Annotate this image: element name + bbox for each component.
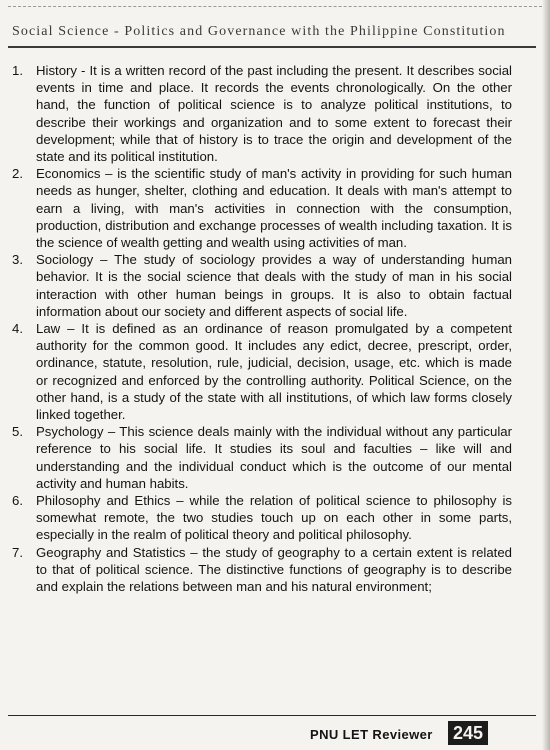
item-number: 7. bbox=[12, 544, 23, 560]
item-text: – This science deals mainly with the individual without any particular reference to his social life. It studies its soul and faculties – like will and understanding and the individual conduct which is the outcome of our mental activity and human habits. bbox=[36, 424, 512, 491]
list-item bbox=[12, 492, 512, 544]
item-term: Law bbox=[36, 321, 61, 337]
header-top-rule bbox=[8, 6, 542, 7]
item-term: History bbox=[36, 63, 78, 78]
item-term: Philosophy and Ethics bbox=[36, 493, 171, 509]
page-footer bbox=[0, 705, 550, 750]
page-edge-shadow bbox=[542, 0, 550, 750]
numbered-list bbox=[12, 62, 512, 595]
list-item bbox=[12, 423, 512, 492]
item-number: 5. bbox=[12, 424, 23, 440]
list-item bbox=[12, 544, 512, 596]
item-number: 1. bbox=[12, 63, 23, 78]
item-text: – The study of sociology provides a way of understanding human behavior. It is the social science that deals with the study of man in his social interaction with other human beings in groups. It is also to obtain factual information about our society and different aspects of social life. bbox=[36, 252, 512, 319]
item-text: – is the scientific study of man's activity in providing for such human needs as hunger, shelter, clothing and education. It deals with man's attempt to earn a living, with man's activities in connection with the consumption, production, distribution and exchange processes of wealth including taxation. It is the science of wealth getting and wealth using activities of man. bbox=[36, 166, 512, 251]
item-text: – the study of geography to a certain extent is related to that of political science. The distinctive functions of geography is to describe and explain the relations between man and his natural environment; bbox=[36, 544, 513, 595]
item-term: Geography and Statistics bbox=[36, 544, 186, 560]
item-number: 2. bbox=[12, 166, 23, 182]
item-term: Psychology bbox=[36, 424, 104, 440]
item-number: 3. bbox=[12, 252, 23, 268]
page-number-badge: 245 bbox=[448, 721, 488, 745]
list-item bbox=[12, 251, 512, 320]
item-number: 6. bbox=[12, 493, 23, 509]
list-item bbox=[12, 320, 512, 423]
list-item bbox=[12, 62, 512, 165]
item-text: – It is defined as an ordinance of reason promulgated by a competent authority for the common good. It includes any edict, decree, prescript, order, ordinance, statute, resolution, rule, judicial, decision, usage, etc. which is made or recognized and enforced by the controlling authority. Political Science, on the other hand, is a study of the state with all institutions, of which law forms closely linked together. bbox=[36, 321, 512, 423]
header-divider bbox=[8, 46, 536, 48]
footer-publication-label: PNU LET Reviewer bbox=[310, 727, 433, 742]
item-term: Economics bbox=[36, 166, 101, 182]
item-text: - It is a written record of the past including the present. It describes social events in time and place. It records the events chronologically. On the other hand, the function of political science is to analyze political institutions, to describe their workings and organization and to some extent to forecast their development; while that of history is to trace the origin and development of the state and its political institution. bbox=[36, 63, 512, 165]
running-header-title: Social Science - Politics and Governance with the Philippine Constitution bbox=[12, 24, 506, 39]
page-header bbox=[0, 0, 550, 60]
item-term: Sociology bbox=[36, 252, 94, 268]
item-text: – while the relation of political science to philosophy is somewhat remote, the two studies touch up on each other in some parts, especially in the realm of political theory and political philosophy. bbox=[36, 493, 512, 543]
list-item bbox=[12, 165, 512, 251]
item-number: 4. bbox=[12, 321, 23, 337]
footer-divider bbox=[8, 715, 536, 716]
